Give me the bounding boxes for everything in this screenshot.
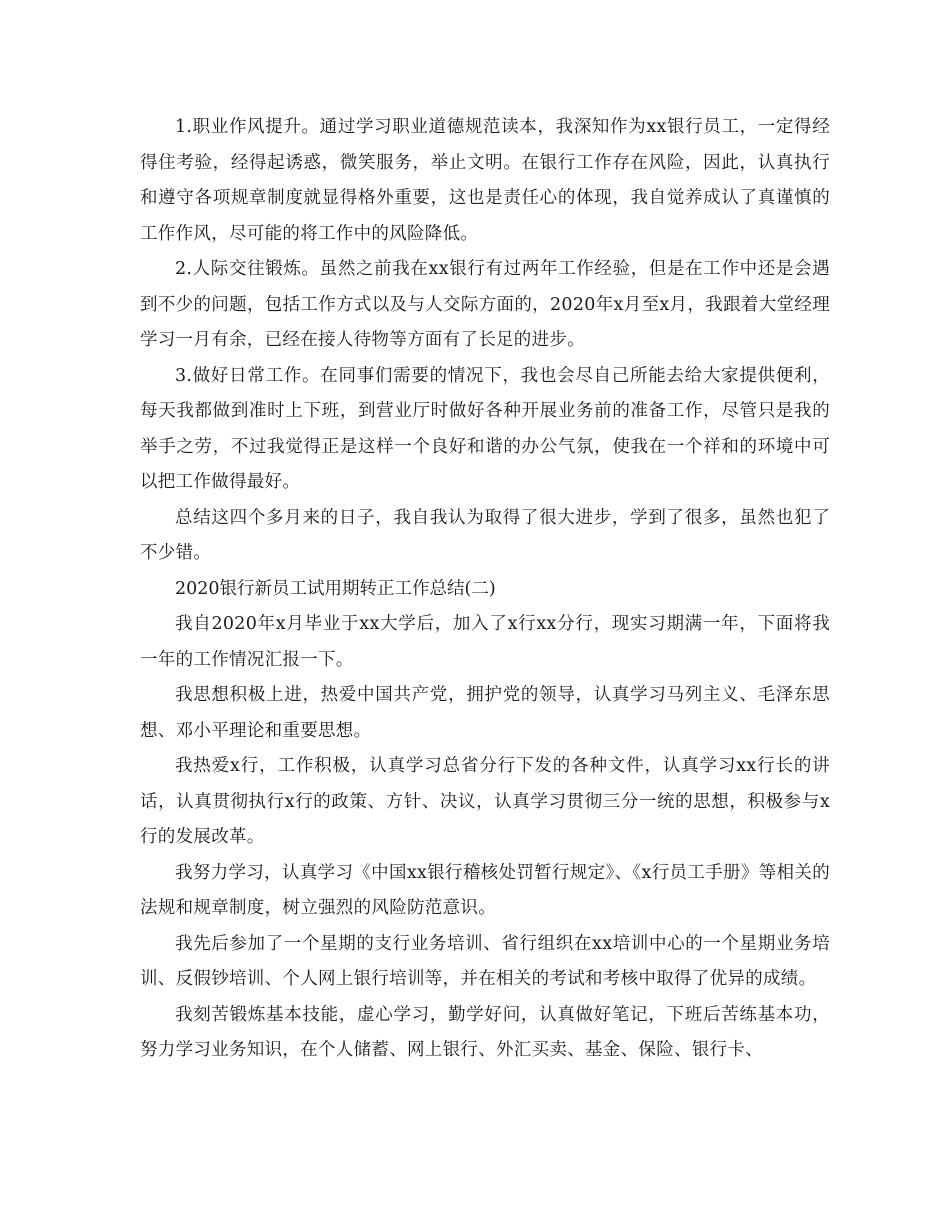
paragraph-training: 我先后参加了一个星期的支行业务培训、省行组织在xx培训中心的一个星期业务培训、反假钞培训、个人网上银行培训等，并在相关的考试和考核中取得了优异的成绩。 — [140, 933, 830, 989]
paragraph-intro: 我自2020年x月毕业于xx大学后，加入了x行xx分行，现实习期满一年，下面将我一年的工作情况汇报一下。 — [140, 614, 830, 670]
section-title: 2020银行新员工试用期转正工作总结(二) — [175, 578, 496, 599]
paragraph-daily-work: 3.做好日常工作。在同事们需要的情况下，我也会尽自己所能去给大家提供便利，每天我都做到准时上下班，到营业厅时做好各种开展业务前的准备工作，尽管只是我的举手之劳，不过我觉得正是这样一个良好和谐的办公气氛，使我在一个祥和的环境中可以把工作做得最好。 — [140, 365, 830, 492]
document-page — [140, 110, 830, 1069]
paragraph-skills: 我刻苦锻炼基本技能，虚心学习，勤学好问，认真做好笔记，下班后苦练基本功，努力学习业务知识，在个人储蓄、网上银行、外汇买卖、基金、保险、银行卡、 — [140, 1004, 830, 1060]
paragraph-summary: 总结这四个多月来的日子，我自我认为取得了很大进步，学到了很多，虽然也犯了不少错。 — [140, 507, 830, 563]
paragraph-study: 我努力学习，认真学习《中国xx银行稽核处罚暂行规定》、《x行员工手册》等相关的法规和规章制度，树立强烈的风险防范意识。 — [140, 862, 830, 918]
paragraph-interpersonal: 2.人际交往锻炼。虽然之前我在xx银行有过两年工作经验，但是在工作中还是会遇到不少的问题，包括工作方式以及与人交际方面的，2020年x月至x月，我跟着大堂经理学习一月有余，已经在接人待物等方面有了长足的进步。 — [140, 259, 830, 350]
paragraph-love-bank: 我热爱x行，工作积极，认真学习总省分行下发的各种文件，认真学习xx行长的讲话，认真贯彻执行x行的政策、方针、决议，认真学习贯彻三分一统的思想，积极参与x行的发展改革。 — [140, 756, 830, 847]
paragraph-ideology: 我思想积极上进，热爱中国共产党，拥护党的领导，认真学习马列主义、毛泽东思想、邓小平理论和重要思想。 — [140, 685, 830, 741]
paragraph-career-style: 1.职业作风提升。通过学习职业道德规范读本，我深知作为xx银行员工，一定得经得住考验，经得起诱惑，微笑服务，举止文明。在银行工作存在风险，因此，认真执行和遵守各项规章制度就显得格外重要，这也是责任心的体现，我自觉养成认了真谨慎的工作作风，尽可能的将工作中的风险降低。 — [140, 117, 830, 244]
